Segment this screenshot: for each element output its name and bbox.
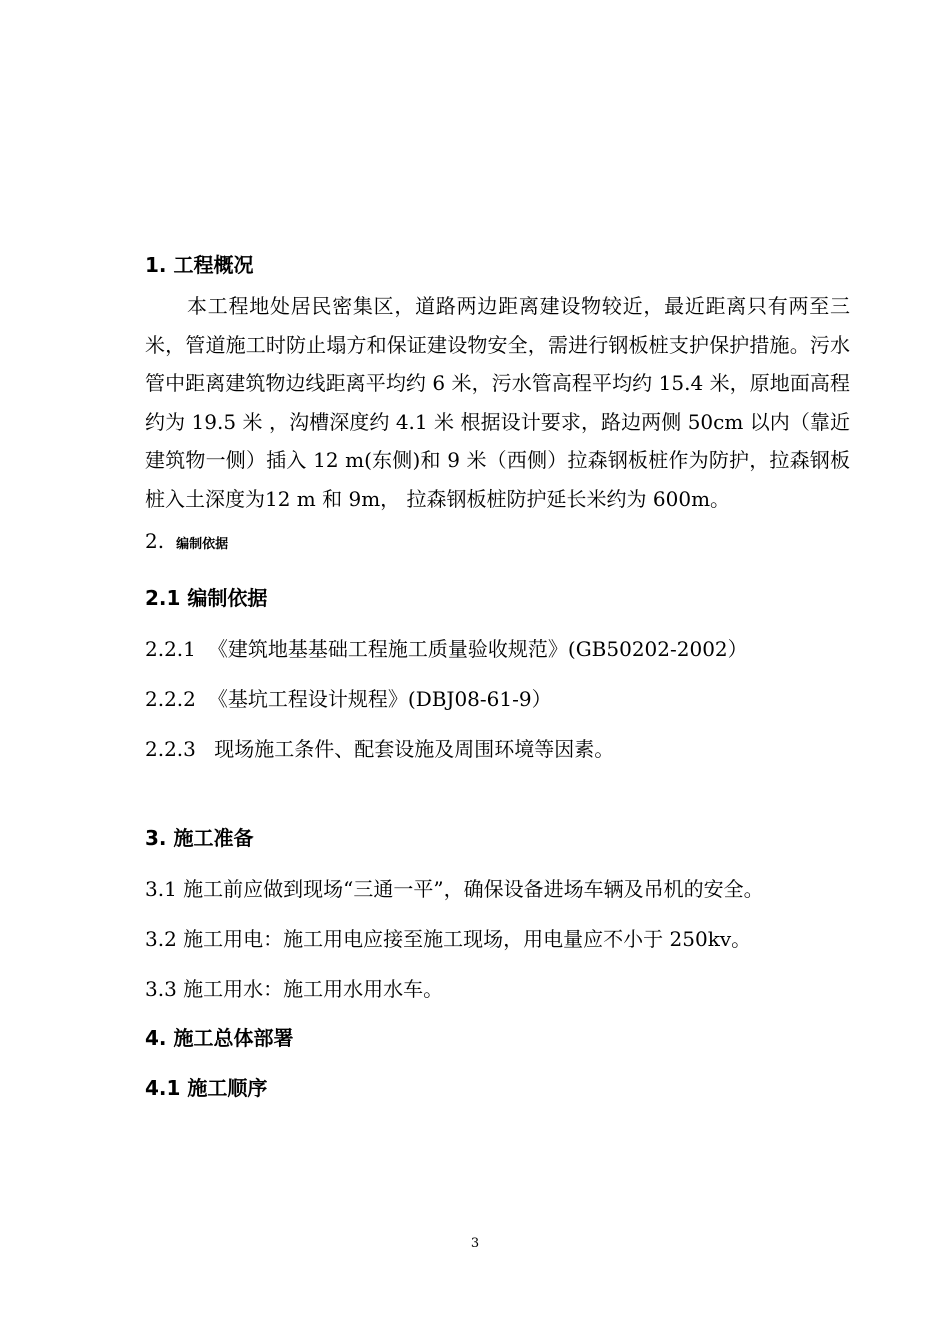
reference-item — [145, 634, 850, 664]
reference-text: 现场施工条件、配套设施及周围环境等因素。 — [207, 737, 615, 761]
reference-code: 2.2.1 — [145, 637, 196, 661]
preparation-item: 3.3 施工用水：施工用水用水车。 — [145, 977, 444, 1001]
reference-item — [145, 734, 850, 764]
preparation-item: 3.1 施工前应做到现场“三通一平”，确保设备进场车辆及吊机的安全。 — [145, 877, 764, 901]
section-2-1-heading: 2.1 编制依据 — [145, 586, 268, 610]
reference-code: 2.2.3 — [145, 737, 196, 761]
section-1-paragraph: 本工程地处居民密集区，道路两边距离建设物较近，最近距离只有两至三米，管道施工时防止塌方和保证建设物安全，需进行钢板桩支护保护措施。污水管中距离建筑物边线距离平均约 6 米，污水管高程平均约 15.4 米，原地面高程约为 19.5 米 ，沟槽深度约 4.1 米 根据设计要求，路边两侧 50cm 以内（靠近建筑物一侧）插入 12 m(东侧)和 9 米（西侧）拉森钢板桩作为防护，拉森钢板桩入土深度为12 m 和 9m， 拉森钢板桩防护延长米约为 600m。 — [145, 294, 850, 511]
reference-text: 《基坑工程设计规程》(DBJ08-61-9） — [207, 687, 552, 711]
reference-text: 《建筑地基基础工程施工质量验收规范》(GB50202-2002） — [207, 637, 748, 661]
preparation-item: 3.2 施工用电：施工用电应接至施工现场，用电量应不小于 250kv。 — [145, 927, 752, 951]
reference-code: 2.2.2 — [145, 687, 196, 711]
section-4-heading: 4. 施工总体部署 — [145, 1026, 294, 1050]
section-1-heading: 1. 工程概况 — [145, 253, 254, 277]
section-4-1-heading: 4.1 施工顺序 — [145, 1076, 268, 1100]
page-content — [145, 249, 850, 1104]
page-number: 3 — [470, 1236, 480, 1251]
reference-item — [145, 684, 850, 714]
section-2-title: 编制依据 — [176, 537, 229, 552]
section-2-number: 2. — [145, 529, 165, 553]
section-3-heading: 3. 施工准备 — [145, 826, 254, 850]
section-2-heading — [145, 526, 850, 560]
